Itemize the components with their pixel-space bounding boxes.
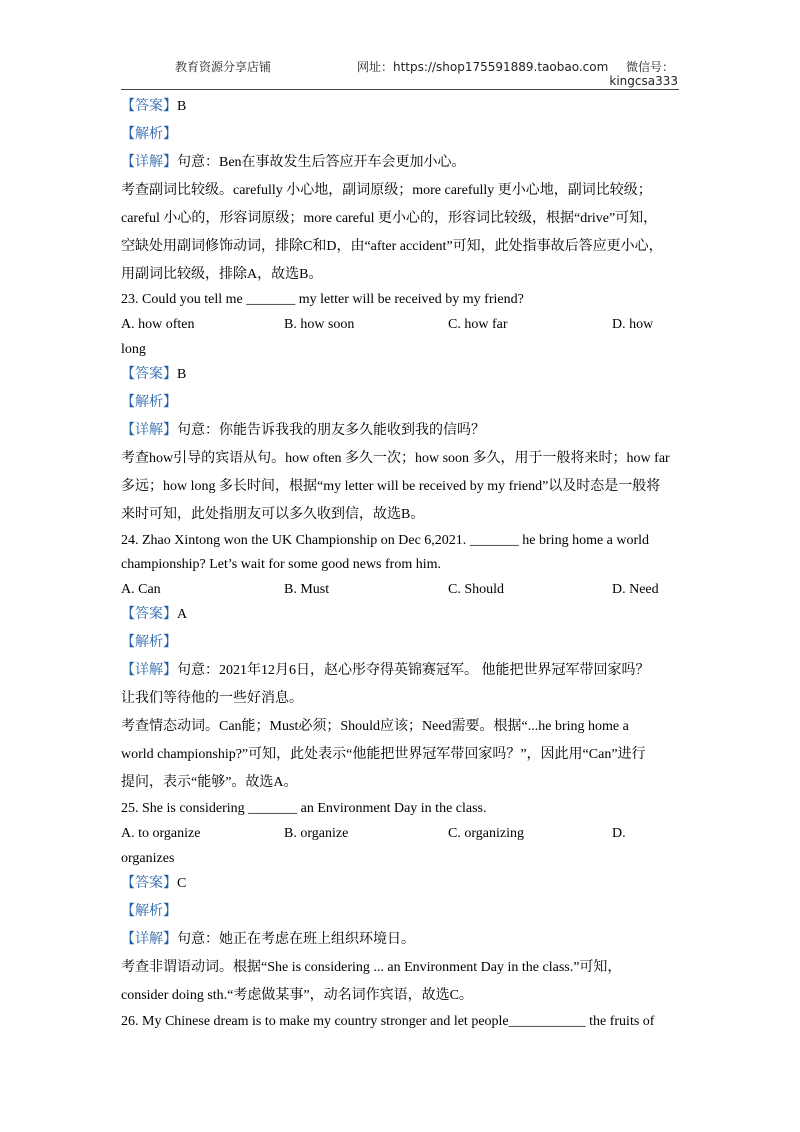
q23-analysis-tag: 【解析】	[121, 395, 177, 410]
q24-answer: 【答案】A	[121, 607, 188, 622]
q25-option-wrap: organizes	[121, 851, 175, 866]
q24-option-d: D. Need	[612, 582, 659, 597]
page-header	[0, 0, 800, 100]
header-shop-name: 教育资源分享店铺	[175, 60, 272, 74]
q23-option-wrap: long	[121, 342, 146, 357]
header-wechat-label: 微信号：	[625, 60, 674, 74]
q22-explanation-4: 用副词比较级，排除A，故选B。	[121, 267, 323, 282]
q24-detail-1: 【详解】句意：2021年12月6日，赵心彤夺得英锦赛冠军。 他能把世界冠军带回家吗？	[121, 663, 650, 678]
q23-answer: 【答案】B	[121, 367, 187, 382]
q24-stem-1: 24. Zhao Xintong won the UK Championship on Dec 6,2021. _______ he bring home a world	[121, 533, 650, 548]
q25-answer: 【答案】C	[121, 876, 187, 891]
q25-option-c: C. organizing	[448, 826, 524, 841]
q24-explanation-2: world championship?”可知，此处表示“他能把世界冠军带回家吗？”，因此用“Can”进行	[121, 747, 646, 762]
header-divider	[121, 89, 679, 90]
q25-detail: 【详解】句意：她正在考虑在班上组织环境日。	[121, 932, 415, 947]
q25-explanation-1: 考查非谓语动词。根据“She is considering ... an Environment Day in the class.”可知，	[121, 960, 622, 975]
q24-option-a: A. Can	[121, 582, 161, 597]
q22-explanation-1: 考查副词比较级。carefully 小心地，副词原级；more carefully 更小心地，副词比较级；	[121, 183, 652, 198]
q25-option-b: B. organize	[284, 826, 349, 841]
q23-option-c: C. how far	[448, 317, 508, 332]
q23-option-b: B. how soon	[284, 317, 355, 332]
q24-detail-2: 让我们等待他的一些好消息。	[121, 691, 303, 706]
q25-option-d: D.	[612, 826, 626, 841]
q23-option-d: D. how	[612, 317, 654, 332]
q23-detail: 【详解】句意：你能告诉我我的朋友多久能收到我的信吗？	[121, 423, 485, 438]
q22-explanation-2: careful 小心的，形容词原级；more careful 更小心的，形容词比较级，根据“drive”可知，	[121, 211, 658, 226]
q23-option-a: A. how often	[121, 317, 195, 332]
q24-analysis-tag: 【解析】	[121, 635, 177, 650]
header-url[interactable]: 网址：https://shop175591889.taobao.com	[357, 60, 609, 74]
q25-explanation-2: consider doing sth.“考虑做某事”，动名词作宾语，故选C。	[121, 988, 473, 1003]
q24-stem-2: championship? Let’s wait for some good news from him.	[121, 557, 441, 572]
q22-answer: 【答案】B	[121, 99, 187, 114]
q22-explanation-3: 空缺处用副词修饰动词，排除C和D，由“after accident”可知，此处指事故后答应更小心，	[121, 239, 663, 254]
q25-option-a: A. to organize	[121, 826, 201, 841]
header-wechat-id: kingcsa333	[609, 74, 678, 88]
q23-explanation-2: 多远；how long 多长时间，根据“my letter will be received by my friend”以及时态是一般将	[121, 479, 661, 494]
q24-option-b: B. Must	[284, 582, 330, 597]
q25-analysis-tag: 【解析】	[121, 904, 177, 919]
q24-explanation-1: 考查情态动词。Can能；Must必须；Should应该；Need需要。根据“...he bring home a	[121, 719, 629, 734]
q23-stem: 23. Could you tell me _______ my letter will be received by my friend?	[121, 292, 524, 307]
q24-explanation-3: 提问，表示“能够”。故选A。	[121, 775, 298, 790]
q23-explanation-1: 考查how引导的宾语从句。how often 多久一次；how soon 多久，用于一般将来时；how far	[121, 451, 670, 466]
q26-stem: 26. My Chinese dream is to make my country stronger and let people___________ the fruits of	[121, 1014, 655, 1029]
q22-analysis-tag: 【解析】	[121, 127, 177, 142]
q22-detail: 【详解】句意：Ben在事故发生后答应开车会更加小心。	[121, 155, 466, 170]
q25-stem: 25. She is considering _______ an Environment Day in the class.	[121, 801, 487, 816]
q23-explanation-3: 来时可知，此处指朋友可以多久收到信，故选B。	[121, 507, 425, 522]
q24-option-c: C. Should	[448, 582, 505, 597]
